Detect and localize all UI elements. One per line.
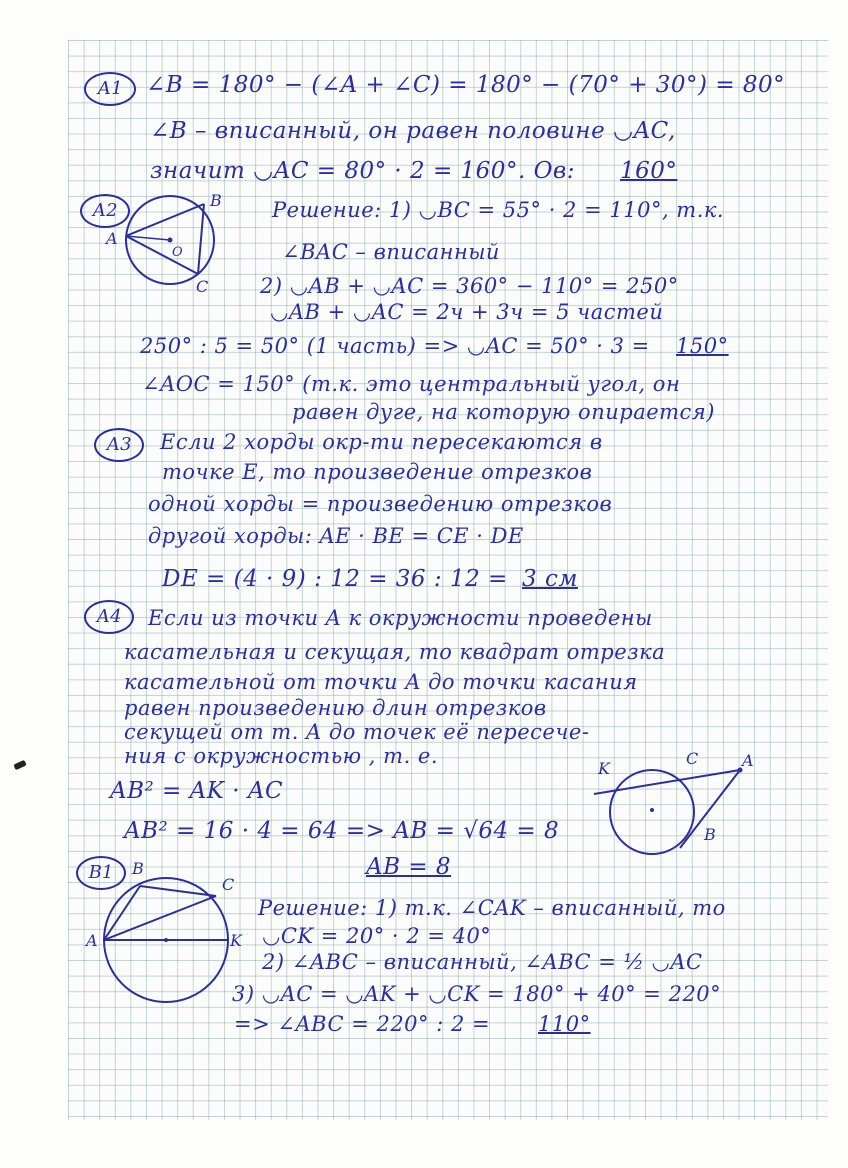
b1-answer: 110° (538, 1012, 591, 1036)
task-label-a1: А1 (84, 72, 136, 106)
a2-point-c: C (196, 277, 209, 296)
b1-point-b: B (132, 859, 144, 878)
b1-circle-figure (86, 856, 256, 1006)
task-label-a4: А4 (84, 600, 134, 634)
a2-line-2: ∠BAC – вписанный (282, 240, 500, 264)
a4-point-k: K (598, 759, 610, 778)
a1-line-2: ∠B – вписанный, он равен половине ◡AC, (150, 118, 676, 144)
a4-point-c: C (686, 749, 699, 768)
b1-point-k: K (230, 931, 242, 950)
stray-ink-mark (13, 760, 26, 771)
a1-line-3: значит ◡AC = 80° · 2 = 160°. Ов: (150, 158, 576, 184)
a3-line-1: Если 2 хорды окр-ти пересекаются в (160, 430, 603, 454)
task-label-a2: А2 (80, 194, 130, 228)
a1-answer: 160° (620, 158, 678, 184)
a4-tangent-secant-figure (590, 749, 760, 862)
a2-line-4: ◡AB + ◡AC = 2ч + 3ч = 5 частей (270, 300, 664, 324)
a4-line-8: AB² = 16 · 4 = 64 => AB = √64 = 8 (124, 818, 560, 844)
task-label-a3: А3 (94, 428, 144, 462)
a2-line-7: равен дуге, на которую опирается) (292, 400, 715, 424)
a4-line-4: равен произведению длин отрезков (124, 696, 547, 720)
b1-line-2: ◡CK = 20° · 2 = 40° (262, 924, 492, 948)
a2-point-b: B (210, 191, 222, 210)
a4-point-a: A (742, 751, 754, 770)
a4-point-b: B (704, 825, 716, 844)
a3-line-4: другой хорды: AE · BE = CE · DE (148, 524, 524, 548)
a4-line-6: ния с окружностью , т. е. (124, 744, 439, 768)
a2-line-3: 2) ◡AB + ◡AC = 360° − 110° = 250° (260, 274, 679, 298)
a4-line-5: секущей от т. A до точек её пересече- (124, 720, 590, 744)
a2-line-5: 250° : 5 = 50° (1 часть) => ◡AC = 50° · 3 = (140, 334, 650, 358)
b1-line-3: 2) ∠ABC – вписанный, ∠ABC = ½ ◡AC (262, 950, 703, 974)
a1-line-1: ∠B = 180° − (∠A + ∠C) = 180° − (70° + 30°) = 80° (146, 72, 786, 98)
task-label-b1: В1 (76, 856, 126, 890)
a2-point-a: A (106, 229, 118, 248)
a4-answer: AB = 8 (366, 854, 452, 880)
a4-line-3: касательной от точки A до точки касания (124, 670, 638, 694)
a3-answer: 3 см (522, 566, 578, 592)
a4-line-1: Если из точки A к окружности проведены (148, 606, 653, 630)
a2-answer: 150° (676, 334, 729, 358)
b1-line-5: => ∠ABC = 220° : 2 = (234, 1012, 491, 1036)
b1-line-1: Решение: 1) т.к. ∠CAK – вписанный, то (258, 896, 726, 920)
a2-point-o: O (172, 245, 183, 260)
a4-line-7: AB² = AK · AC (110, 778, 284, 804)
a2-circle-figure (100, 190, 230, 296)
b1-point-a: A (86, 931, 98, 950)
a3-line-3: одной хорды = произведению отрезков (148, 492, 613, 516)
a3-line-2: точке E, то произведение отрезков (162, 460, 593, 484)
a2-line-1: Решение: 1) ◡BC = 55° · 2 = 110°, т.к. (272, 198, 725, 222)
a3-line-5: DE = (4 · 9) : 12 = 36 : 12 = (162, 566, 508, 592)
b1-point-c: C (222, 875, 235, 894)
b1-line-4: 3) ◡AC = ◡AK + ◡CK = 180° + 40° = 220° (232, 982, 722, 1006)
a4-line-2: касательная и секущая, то квадрат отрезка (124, 640, 666, 664)
a2-line-6: ∠AOC = 150° (т.к. это центральный угол, он (142, 372, 681, 396)
